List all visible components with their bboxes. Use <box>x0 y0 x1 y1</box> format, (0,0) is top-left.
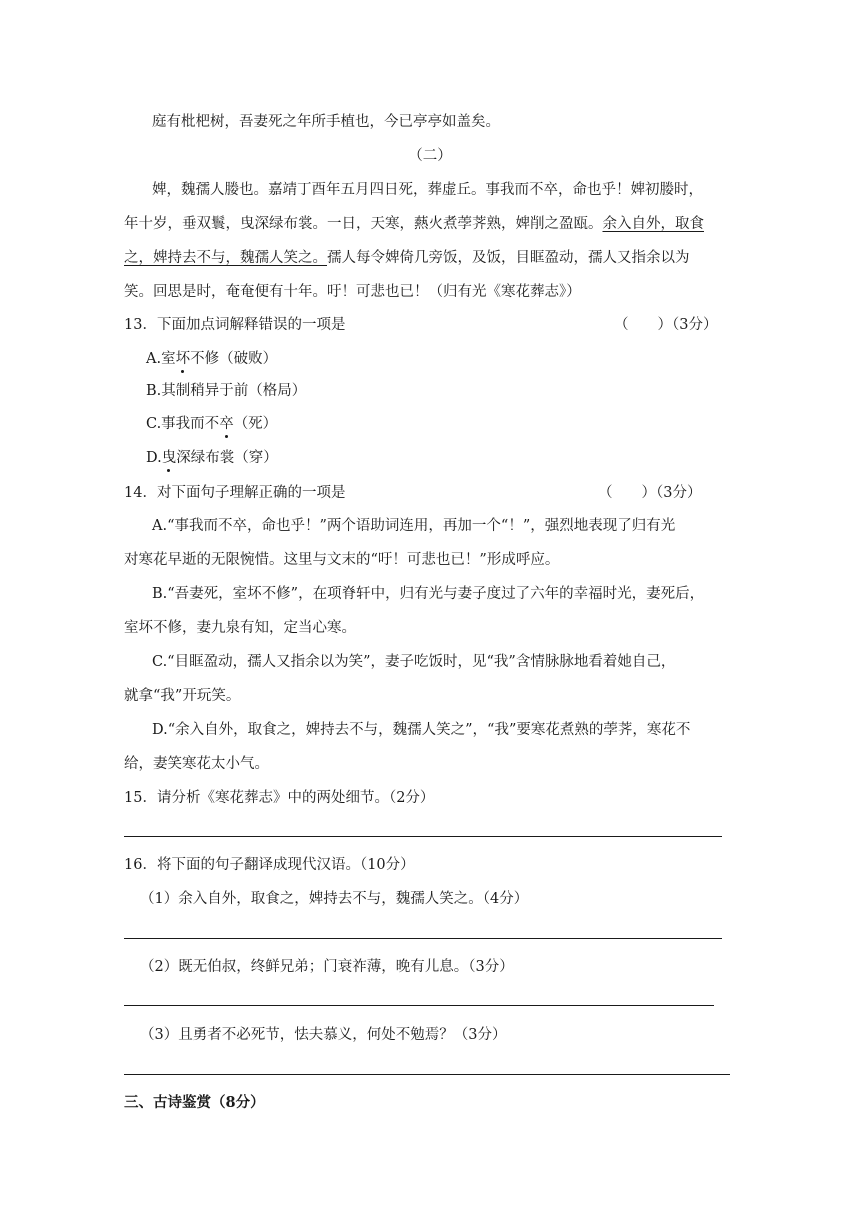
dotted-word: 曳 <box>161 450 177 466</box>
option-d <box>146 448 756 468</box>
translation-sentence-3: （3）且勇者不必死节，怯夫慕义，何处不勉焉？（3分） <box>140 1027 507 1043</box>
question-14-stem: 14．对下面句子理解正确的一项是 <box>124 485 346 501</box>
answer-bracket: （ ）（3分） <box>598 485 702 501</box>
option-text: 不修（破败） <box>190 351 278 367</box>
passage-line: 庭有枇杷树，吾妻死之年所手植也，今已亭亭如盖矣。 <box>152 114 500 130</box>
option-a <box>146 349 756 369</box>
option-text: A.室 <box>146 351 176 367</box>
option-c-line: 就拿“我”开玩笑。 <box>124 688 241 704</box>
passage-line <box>124 214 734 234</box>
answer-line[interactable] <box>124 1005 714 1006</box>
question-13-stem: 13．下面加点词解释错误的一项是 <box>124 317 346 333</box>
answer-line[interactable] <box>124 1074 730 1075</box>
translation-sentence-2: （2）既无伯叔，终鲜兄弟；门衰祚薄，晚有儿息。（3分） <box>140 959 514 975</box>
option-c-line: C.“目眶盈动，孺人又指余以为笑”，妻子吃饭时，见“我”含情脉脉地看着她自己， <box>152 654 676 670</box>
passage-text: 孺人每令婢倚几旁饭，及饭，目眶盈动，孺人又指余以为 <box>327 250 690 266</box>
underlined-sentence: 之，婢持去不与，魏孺人笑之。 <box>124 250 327 266</box>
option-b-line: B.“吾妻死，室坏不修”，在项脊轩中，归有光与妻子度过了六年的幸福时光，妻死后， <box>152 586 705 602</box>
option-b-line: 室坏不修，妻九泉有知，定当心寒。 <box>124 620 356 636</box>
passage-line <box>124 248 734 268</box>
section-title: （二） <box>408 148 452 164</box>
translation-sentence-1: （1）余入自外，取食之，婢持去不与，魏孺人笑之。（4分） <box>140 891 529 907</box>
question-15-stem: 15．请分析《寒花葬志》中的两处细节。（2分） <box>124 790 435 806</box>
option-text: （死） <box>233 416 278 432</box>
option-d-line: D.“余入自外，取食之，婢持去不与，魏孺人笑之”，“我”要寒花煮熟的荸荠，寒花不 <box>152 722 691 738</box>
passage-text: 年十岁，垂双鬟，曳深绿布裳。一日，天寒，爇火煮荸荠熟，婢削之盈瓯。 <box>124 216 603 232</box>
passage-line: 笑。回思是时，奄奄便有十年。吁！可悲也已！（归有光《寒花葬志》） <box>124 284 581 300</box>
option-text: 深绿布裳（穿） <box>176 450 278 466</box>
answer-line[interactable] <box>124 938 722 939</box>
answer-bracket: （ ）（3分） <box>614 317 718 333</box>
option-a-line: A.“事我而不卒，命也乎！”两个语助词连用，再加一个“！”，强烈地表现了归有光 <box>152 518 676 534</box>
option-b: B.其制稍异于前（格局） <box>146 383 307 399</box>
section-heading: 三、古诗鉴赏（8分） <box>124 1094 265 1111</box>
option-a-line: 对寒花早逝的无限惋惜。这里与文末的“吁！可悲也已！”形成呼应。 <box>124 552 560 568</box>
question-16-stem: 16．将下面的句子翻译成现代汉语。（10分） <box>124 857 415 873</box>
option-d-line: 给，妻笑寒花太小气。 <box>124 756 269 772</box>
answer-line[interactable] <box>124 836 722 837</box>
option-c <box>146 414 756 434</box>
dotted-word: 坏 <box>175 351 191 367</box>
option-text: C.事我而不 <box>146 416 220 432</box>
option-text: D. <box>146 450 162 466</box>
dotted-word: 卒 <box>219 416 234 432</box>
underlined-sentence: 余入自外，取食 <box>602 216 704 232</box>
passage-line: 婢，魏孺人媵也。嘉靖丁酉年五月四日死，葬虚丘。事我而不卒，命也乎！婢初媵时， <box>152 182 703 198</box>
